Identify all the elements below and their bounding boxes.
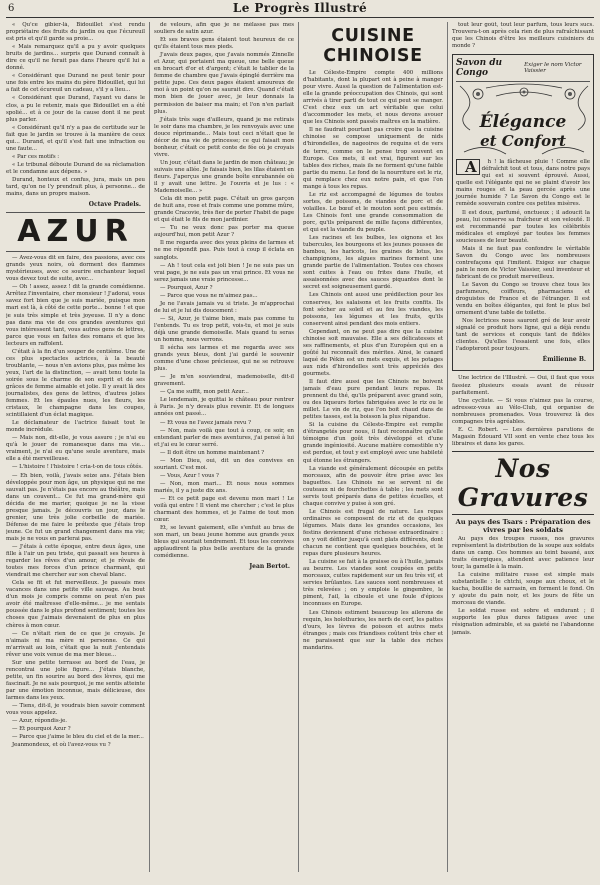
story-paragraph: — Mon Dieu, oui, dit un des convives en souriant. C'est moi. (154, 457, 294, 471)
ad-paragraph: Le Savon du Congo se trouve chez tous les parfumeurs, coiffeurs, pharmaciens et droguistes de France et de l'étranger. Il est vendu en boîtes élégantes, qui font le plus bel ornement d'une table de toilette. (456, 281, 590, 317)
story-paragraph: — Tu ne veux donc pas porter ma queue aujourd'hui, mon petit Azur ? (154, 225, 294, 239)
ad-slogan-line-1: Élégance (479, 112, 567, 133)
story-paragraph: — J'étais à cette époque, entre deux âges, une fille à l'air un peu triste, qui passait ses heures à regarder les rêves d'un amour, et je rêvais de toutes mes forces d'un prince charmant, qui viendrait me chercher sur son cheval blanc. (6, 544, 145, 579)
running-head (0, 0, 600, 18)
article-ending (452, 22, 594, 50)
header-rule (6, 17, 594, 18)
story-paragraph: Jeanmondeux, et où l'avez-vous vu ? (12, 742, 111, 749)
title-separator (6, 251, 145, 252)
story-paragraph: Cela dit mon petit page. C'était un gros garçon de huit ans, rose et frais comme une pomme mûre, grande Cracovie, très fier de porter l'habit de page et qui était le fils de mon jardinier. (154, 196, 294, 224)
reader-note: E. C. Robert. — Les dernières parutions de Magasin Édouard VII sont en vente chez tous les libraires et dans les gares. (452, 426, 594, 447)
intro-paragraph: « Mais remarquez qu'il a pu y avoir quelques bruits de jardins... surpris que Durand connaît à dire ce qu'il ne ferait pas dans l'heure qu'il lui a donné. (6, 44, 145, 72)
article-paragraph: Le Chinois est frugal de nature. Les repas ordinaires se composent de riz et de quelques légumes. Mais dans les grandes occasions, les festins deviennent d'une richesse extraordinaire : on y voit défiler jusqu'à cent plats différents, dont chacun ne contient que quelques bouchées, et le repas dure plusieurs heures. (303, 508, 443, 558)
story-paragraph: — L'histoire ! l'histoire ! cria-t-on de tous côtés. (12, 464, 143, 471)
article-title: CUISINE CHINOISE (323, 26, 423, 66)
story-paragraph: — Et vous ne l'avez jamais revu ? (160, 419, 252, 426)
story-paragraph: Le lendemain, je quittai le château pour rentrer à Paris. Je n'y devais plus revenir. Et de longues années ont passé... (154, 397, 294, 418)
story-paragraph: Un jour, c'était dans le jardin de mon château; je suivais une allée. Je faisais bien, les lilas étaient en fleurs. J'aperçus une grande boîte enrubannée où il y avait une lettre. Je l'ouvris et je lus : « Mademoiselle... » (154, 159, 294, 195)
story-paragraph: Et ses braves gens étaient tout heureux de ce qu'ils étaient tous mes pieds. (154, 37, 294, 51)
story-paragraph: — Si, Azur, je t'aime bien, mais pas comme tu l'entends. Tu es trop petit, vois-tu, et moi je suis déjà une grande demoiselle. Mais quand tu seras un homme, nous verrons. (154, 315, 294, 344)
story-paragraph: Je ne l'avais jamais vu si triste. Je m'approchai de lui et je lui dis doucement : (154, 300, 294, 314)
ad-header (456, 58, 590, 78)
story-paragraph: — Ah ! tout cela est joli bien ! Je ne suis pas un vrai page, je ne suis pas un vrai prince. Et vous ne serez jamais une vraie princesse... (154, 262, 294, 283)
story-paragraph: — Et ce petit page est devenu mon mari ! Le voilà qui entre ! Il vient me chercher ; c'est le plus charmant des hommes, et je l'aime de tout mon cœur. (154, 496, 294, 524)
intro-paragraph: « Par ces motifs : (12, 153, 60, 160)
article-paragraph: Le riz est accompagné de légumes de toutes sortes, de poissons, de viandes de porc et de volailles. Le bœuf et le mouton sont peu estimés. Les Chinois font une grande consommation de porc, qu'ils préparent de mille façons différentes, et qui est la viande du peuple. (303, 191, 443, 234)
story-paragraph: — Non, mon mari... Et nous nous sommes mariés, il y a juste dix ans. (154, 480, 294, 494)
story-paragraph: — Eh bien, voilà, j'avais seize ans. J'étais bien développée pour mon âge, un physique qui ne me sauvait pas. Je n'étais pas encore au théâtre, mais dans un couvent... Ce fut ma grand-mère qui décida de me marier, quoique je ne la visse presque jamais. Je découvris un jour, dans le grenier, une très jolie corbeille de mariée. Défense de me faire le prétexte que j'étais trop jeune. Ce fut un grand changement dans ma vie; mais je ne vous en parlerai pas. (6, 472, 145, 542)
article-paragraph: Si la cuisine du Céleste-Empire est remplie d'étrangetés pour nous, il faut reconnaître qu'elle témoigne d'un goût très développé et d'une grande ingéniosité. Aucune matière comestible n'y est perdue, et tout y est employé avec une habileté qui étonne les étrangers. (303, 422, 443, 464)
story-paragraph: — Tiens, dit-il, je voudrais bien savoir comment vous vous appelez. (6, 703, 145, 717)
story-paragraph: de velours, afin que je ne mélasse pas mes souliers de satin azur. (154, 22, 294, 36)
article-text (303, 70, 443, 652)
reader-note: Une lectrice de l'Illustré. — Oui, il faut que vous fassiez plusieurs essais avant de réussir parfaitement. (452, 375, 594, 396)
section-subtitle: Au pays des Tsars : Préparation des vivres par les soldats (455, 517, 591, 534)
story-paragraph: C'était à la fin d'un souper de centième. Une de ces plus spectacles actrices, à la beauté troublante, — nous n'en avions plus, pas même les yeux, l'art de la distinction, — avait tenu toute la soirée sous le charme de son esprit et de ses grâces de femme aimable et jolie. Il y avait là des journalistes, des gens de lettres, d'autres jolies femmes. Et les épaules nues, les fleurs, les cristaux, le champagne dans les coupes, scintillaient d'un éclat magique. (6, 348, 145, 419)
story-paragraph: — Et pourquoi Azur ? (12, 726, 71, 733)
intro-paragraph: Durand, honteux et confus, jura, mais un peu tard, qu'on ne l'y prendrait plus, à personne... de mains, dans un propre maison. (6, 176, 145, 198)
ad-brand-name: Savon du Congo (456, 58, 503, 79)
story-continuation (154, 22, 294, 560)
ad-paragraph: Mais il ne faut pas confondre le véritable Savon du Congo avec les nombreuses contrefaçons qui l'imitent. Exigez sur chaque pain le nom de Victor Vaissier, seul inventeur et fabricant de ce produit merveilleux. (456, 245, 590, 280)
ad-paragraph: Il est doux, parfumé, onctueux ; il adoucit la peau, lui conserve sa fraîcheur et son velouté. Il est recommandé par toutes les célébrités médicales et employé par toutes les femmes soucieuses de leur beauté. (456, 209, 590, 244)
ad-paragraph: A h ! la fâcheuse pluie ! Comme elle défraîchit tout et tous, dans notre pays qui est si souvent éprouvé. Aussi, quelle est l'élégante qui ne se plaint d'avoir les mains rouges et la peau gercée après une journée humide ? Le Savon du Congo est le remède souverain contre ces petites misères. (456, 158, 590, 208)
intro-paragraph: « Considérant que Durand ne peut tenir pour une fois entre les mains du père Bidouillet, qui lui a fait de cet écureuil un cadeau, s'il y a lieu... (6, 73, 145, 94)
column-rule (149, 22, 150, 872)
ad-paragraph: Nos lectrices nous sauront gré de leur avoir signalé ce produit hors ligne, qui a déjà rendu tant de services et conquis tant de fidèles clientes. Qu'elles l'essaient une fois, elles l'adopteront pour toujours. (456, 318, 590, 353)
ad-body (456, 159, 590, 353)
article-paragraph: Le Céleste-Empire compte 400 millions d'habitants, dont la plupart ont à peine à manger pour vivre. Aussi la question de l'alimentation est-elle la grande préoccupation des Chinois, qui sont arrivés à tirer parti de tout ce qui peut se manger. C'est chez eux un art véritable que celui d'accommoder les mets, et nous devons avouer que les Chinois sont passés maîtres en la matière. (303, 70, 443, 126)
column-rule (447, 22, 448, 872)
column-3 (303, 22, 443, 880)
intro-article (6, 22, 145, 198)
story-signature: Jean Bertot. (249, 563, 290, 571)
story-paragraph: — Il doit être un homme maintenant ? (160, 449, 265, 456)
story-paragraph: Le déclamateur de l'actrice faisait tout le monde incrédule. (6, 420, 145, 434)
article-paragraph: tout leur goût, tout leur parfum, tous leurs sucs. Trouvera-t-on après cela rien de plus rafraîchissant que les Chinois d'être les meilleurs cuisiniers du monde ? (452, 22, 594, 50)
gravures-paragraph: Au pays des troupes russes, nos gravures représentent la distribution de la soupe aux soldats dans un camp. Ces hommes au teint basané, aux traits énergiques, attendent avec patience leur tour, la gamelle à la main. (452, 535, 594, 571)
ad-banner (456, 81, 590, 159)
story-paragraph: — Je m'en souviendrai, mademoiselle, dit-il gravement. (154, 374, 294, 388)
column-2 (154, 22, 294, 880)
story-paragraph: Il me regarda avec des yeux pleins de larmes et ne me répondit pas. Puis tout à coup il éclata en sanglots. (154, 240, 294, 261)
intro-paragraph: « Considérant qu'il n'y a pas de certitude sur le fait que le jardin se trouve à la manière de ceux qui... Durand, et qu'il s'est fait une infraction ou une faute... (6, 124, 145, 152)
section-title: Nos Gravures (452, 451, 594, 515)
article-paragraph: Les Chinois ont aussi une prédilection pour les conserves, les salaisons et les fruits confits. Ils font sécher au soleil et au feu les viandes, les poissons, les légumes et les fruits, qu'ils conservent ainsi pendant des mois entiers. (303, 292, 443, 327)
column-rule (298, 22, 299, 872)
story-paragraph: — Pourquoi, Azur ? (160, 284, 213, 291)
story-paragraph: — Vous, Azur ! vous ? (160, 472, 219, 479)
story-paragraph: — Parce que vous ne m'aimez pas... (160, 292, 258, 299)
article-paragraph: Les racines et les bulbes, les oignons et les tubercules, les bourgeons et les jeunes pousses de bambou, les haricots, les graines de lotus, les champignons, les algues marines forment une grande partie de l'alimentation. Toutes ces choses sont cuites à l'eau ou frites dans l'huile, et assaisonnées avec des sauces piquantes dont le secret est soigneusement gardé. (303, 235, 443, 291)
story-paragraph: — Azur, répondis-je. (12, 718, 67, 725)
drop-cap: A (456, 159, 480, 175)
article-paragraph: Les Chinois estiment beaucoup les ailerons de requin, les holothuries, les nerfs de cerf, les pattes d'ours, les lèvres de poisson et autres mets étranges ; mais ces friandises coûtent très cher et ne paraissent que sur la table des riches mandarins. (303, 609, 443, 651)
article-paragraph: La viande est généralement découpée en petits morceaux, afin de pouvoir être prise avec les baguettes. Les Chinois ne se servent ni de couteaux ni de fourchettes à table ; les mets sont servis tout préparés dans de petites écuelles, et chaque convive y puise à son gré. (303, 465, 443, 507)
intro-signature: Octave Pradels. (88, 201, 141, 209)
newspaper-title: Le Progrès Illustré (232, 1, 368, 15)
page-number: 6 (8, 3, 15, 14)
column-1 (6, 22, 145, 880)
story-paragraph: — Parce que j'aime le bleu du ciel et de la mer... (12, 734, 144, 741)
story-paragraph: — Non, mais voilà que tout à coup, ce soir, en entendant parler de mes aventures, j'ai pensé à lui et j'ai eu le cœur serré. (154, 427, 294, 448)
story-paragraph: Il sécha ses larmes et me regarda avec ses grands yeux bleus, dont j'ai gardé le souvenir comme d'une chose précieuse, qui ne se retrouve plus. (154, 345, 294, 373)
reader-note: Une cycliste. — Si vous n'aimez pas la course, adressez-vous au Vélo-Club, qui organise de nombreuses promenades. Vous trouverez là des compagnes très agréables. (452, 397, 594, 425)
gravures-paragraph: La cuisine militaire russe est simple mais substantielle : le chtchi, soupe aux choux, et le kacha, bouillie de sarrasin, en forment le fond. On y ajoute du pain noir, et les jours de fête un morceau de viande. (452, 572, 594, 607)
intro-paragraph: « Considérant que Durand, l'ayant vu dans le clos, a pu le retenir, mais que Bidouillet en a été spolié... et à ce jour de la cause dont il ne peut plus parler. (6, 95, 145, 123)
article-paragraph: La cuisine se fait à la graisse ou à l'huile, jamais au beurre. Les viandes sont coupées en petits morceaux, cuites rapidement sur un feu très vif, et servies brûlantes. Les sauces sont nombreuses et très relevées ; on y emploie le gingembre, le piment, l'ail, la ciboule et une foule d'épices inconnues en Europe. (303, 559, 443, 608)
story-paragraph: J'étais très sage d'ailleurs, quand je me retirais le soir dans ma chambre, je les renvoyais avec une douce réprimande... Mais tout ceci n'était que le décor de ma vie de princesse; ce qui faisait mon bonheur, c'était ce petit conte de fée où je croyais vivre. (154, 116, 294, 158)
article-paragraph: Il ne faudrait pourtant pas croire que la cuisine chinoise se compose uniquement de nids d'hirondelles, de nageoires de requins et de vers de terre, comme on le pense trop souvent en Europe. Ces mets, il est vrai, figurent sur les tables des riches, mais ils ne forment qu'une faible partie du menu. Le fond de la nourriture est le riz, qui remplace chez eux notre pain, et que l'on mange à tous les repas. (303, 127, 443, 190)
article-paragraph: Il faut dire aussi que les Chinois ne boivent jamais d'eau pure pendant leurs repas. Ils prennent du thé, qu'ils préparent avec grand soin, ou des liqueurs fortes fabriquées avec le riz ou le millet. Le vin de riz, que l'on boit chaud dans de petites tasses, est la boisson la plus répandue. (303, 379, 443, 421)
story-paragraph: — Oh ! assez, assez ! dit la grande comédienne. Arrêtez l'inventaire, cher monsieur ! J'adorai, vous savez fort bien que je suis mariée, puisque mon mari est là, à côté de cette porte... bonne ! et que je suis très simple et très joyeuse. Il n'y a donc pas dans ma vie de ces grandes aventures qui vous intéressent tant, vous autres gens de lettres, parce que vous en faites des romans et que les lecteurs en raffolent. (6, 284, 145, 347)
story-title: AZUR (17, 214, 134, 250)
story-paragraph: — Ça me suffit, mon petit Azur... (160, 389, 249, 396)
intro-paragraph: « Le tribunal déboute Durand de sa réclamation et le condamne aux dépens. » (6, 161, 145, 175)
story-paragraph: — Avez-vous dit en faire, des passions, avec ces grands yeux noirs, où dorment des flammes mystérieuses, avec ce sourire enchanteur lequel vous devez tout de suite, avec... (6, 255, 145, 283)
article-paragraph: Cependant, on ne peut pas dire que la cuisine chinoise soit mauvaise. Elle a ses délicatesses et ses raffinements, et plus d'un Européen qui en a goûté lui reconnaît des mérites. Ainsi, le canard laqué de Pékin est un mets exquis, et les potages aux nids d'hirondelles sont très appréciés des gourmets. (303, 328, 443, 377)
story-paragraph: Cela se fit et fut merveilleux. Je passais mes vacances dans une petite ville sauvage. Au bout d'un mois je compris comme on peut n'en pas avoir été maîtresse d'elle-même... je me sentais poussée dans le plus profond sentiment; toutes les choses que j'aimais devenaient de plus en plus chères à mon cœur. (6, 580, 145, 629)
article-separator (6, 212, 145, 213)
gravures-text (452, 536, 594, 637)
ad-brand-subtitle: Exiger le nom Victor Vaissier (524, 62, 582, 75)
story-paragraph: J'avais deux pages, que j'avais nommés Zinnelle et Azur, qui portaient ma queue, une belle queue en brocart d'or et d'argent; c'était le tablier de la femme de chambre que j'avais épinglé derrière ma petite jupe. Ces deux pages étaient amoureux de moi à un point qu'on ne saurait dire. Quand c'était mon bien de jouer avec, je leur donnais la permission de baiser ma main; et l'on n'en parlait plus. (154, 52, 294, 115)
intro-paragraph: « Qu'ce gibier-là, Bidouillet s'est rendu propriétaire des fruits du jardin ou que l'écureuil est pris et qu'il garde sa proie... (6, 22, 145, 43)
gravures-paragraph: Le soldat russe est sobre et endurant ; il supporte les plus dures fatigues avec une résignation admirable, et sa gaieté ne l'abandonne jamais. (452, 608, 594, 636)
reader-notes (452, 375, 594, 447)
story-paragraph: — Ce n'était rien de ce que je croyais. Je n'aimais ni ma mère ni personne. Ce qui m'arrivait au loin, c'était que la nuit j'entendais rêver une voix venue de ma mer bleue... (6, 630, 145, 658)
column-4 (452, 22, 594, 880)
soap-advertisement (452, 54, 594, 371)
story-paragraph: Et, se levant gaiement, elle s'enfuit au bras de son mari, un beau jeune homme aux grands yeux bleus qui souriait tendrement. Et tous les convives applaudirent la plus belle aventure de la grande comédienne. (154, 525, 294, 560)
story-paragraph: Sur une petite terrasse au bord de l'eau, je rencontrai une jolie figure... J'étais blanche, petite, un fin sourire au bord des lèvres, qui me fascinait. Je ne sais pourquoi, je me sentis atteinte par une émotion inconnue, mais délicieuse, des larmes dans les yeux. (6, 659, 145, 701)
ad-signature: Émilienne B. (542, 356, 586, 364)
story-text (6, 255, 145, 749)
story-paragraph: — Mais non, dit-elle, je vous assure ; je n'ai eu qu'à le jouer de romanesque dans ma vie... vraiment, je n'ai eu qu'une seule aventure, mais elle a été merveilleuse. (6, 435, 145, 463)
ad-slogan-line-2: et Confort (480, 132, 566, 151)
